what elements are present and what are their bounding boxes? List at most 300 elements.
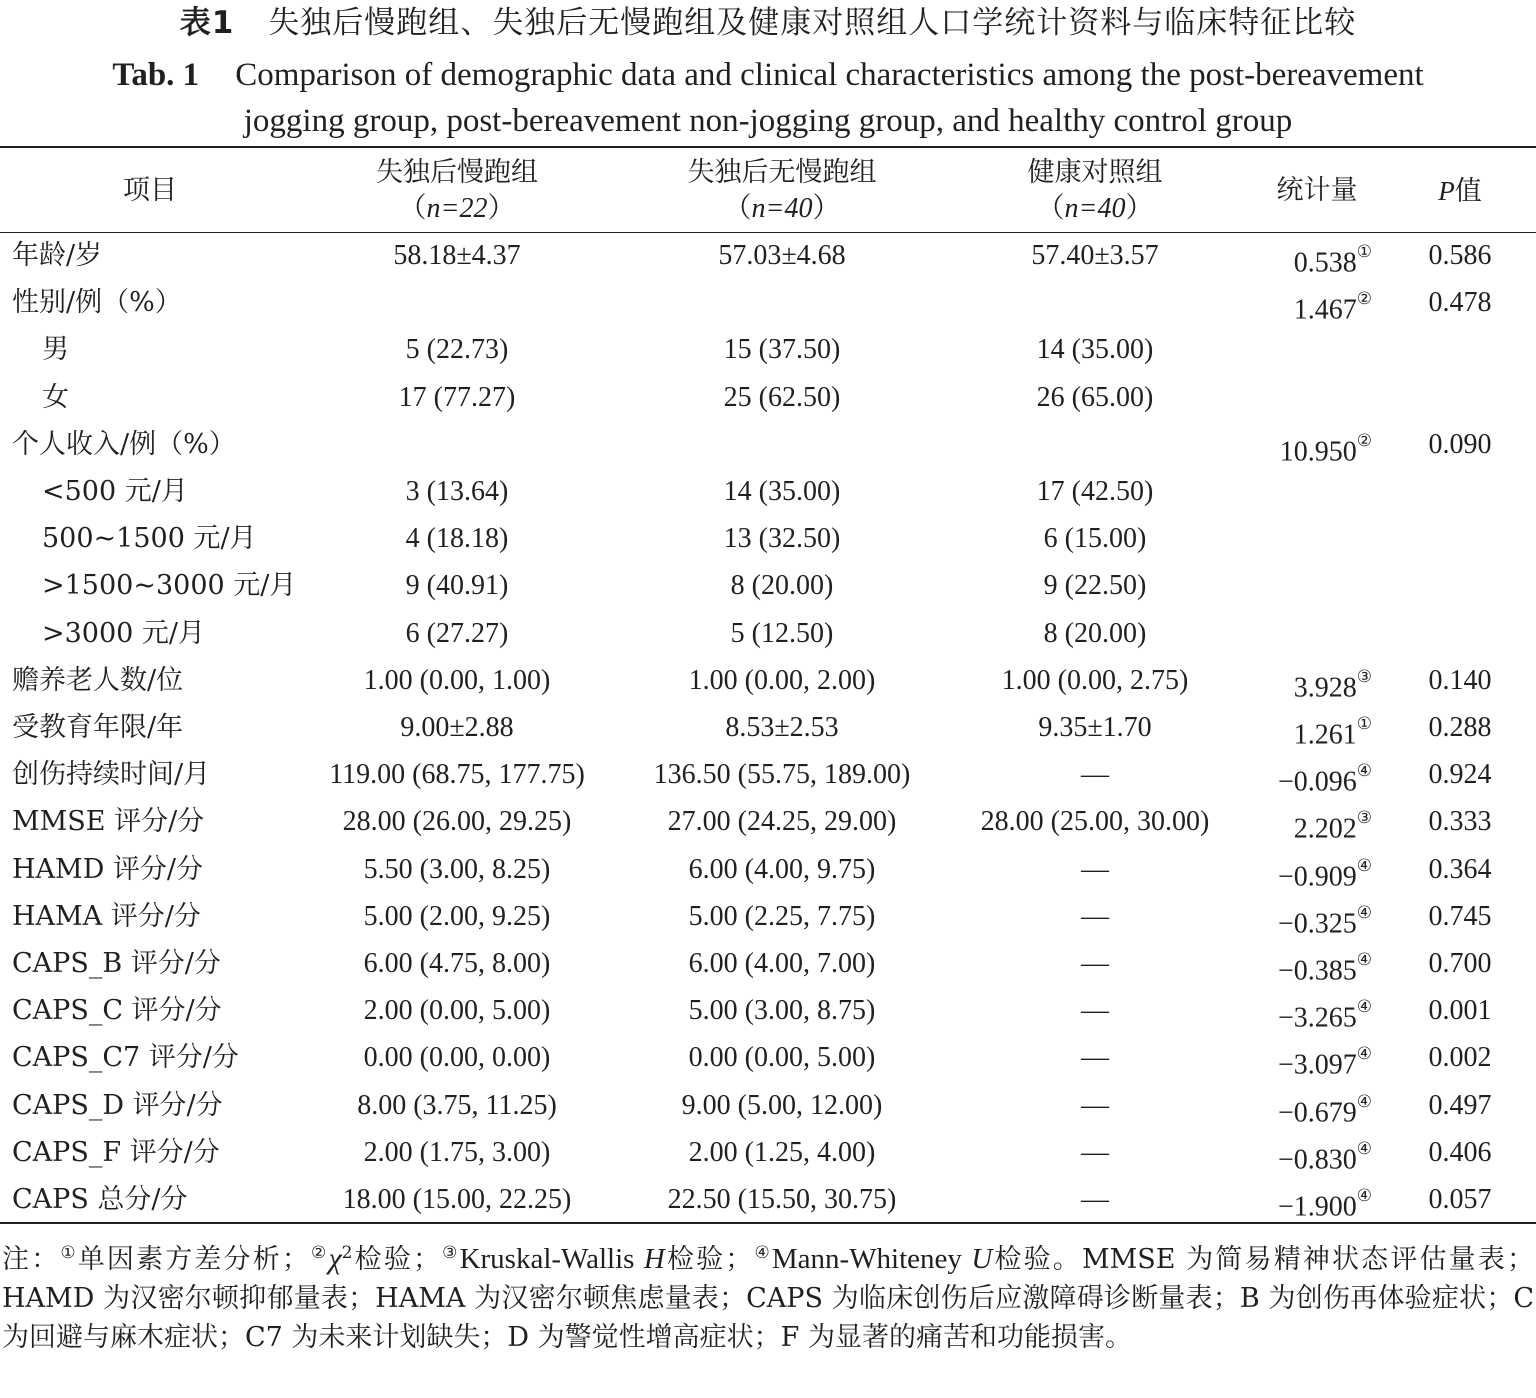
cell-non-jogging-group (625, 704, 939, 751)
cell-statistic-text: 1.261 (1293, 719, 1357, 751)
row-label (12, 1129, 220, 1176)
cell-p-value-text: 0.002 (1428, 1042, 1492, 1074)
note-kw: Kruskal-Wallis (459, 1243, 644, 1275)
cell-healthy-control (950, 468, 1240, 515)
cell-healthy-control-text: 1.00 (0.00, 2.75) (1001, 664, 1189, 696)
cell-statistic-text: −0.679 (1277, 1096, 1357, 1128)
row-label-text: 性别/例（%） (12, 287, 182, 319)
cell-p-value (1400, 893, 1520, 940)
cell-jogging-group (300, 1082, 614, 1129)
header-statistic (1250, 150, 1384, 232)
cell-healthy-control (950, 610, 1240, 657)
cell-jogging-group (300, 1129, 614, 1176)
row-label (42, 562, 296, 609)
statistic-test-mark: ③ (1356, 666, 1372, 686)
cell-non-jogging-group (625, 279, 939, 326)
cell-statistic (1240, 657, 1372, 704)
note-mark-4: ④ (752, 1243, 772, 1263)
cell-healthy-control-text: 6 (15.00) (1043, 523, 1147, 555)
cell-jogging-group (300, 1176, 614, 1223)
cell-p-value (1400, 468, 1520, 515)
cell-p-value-text: 0.140 (1428, 664, 1492, 696)
cell-p-value (1400, 704, 1520, 751)
cell-non-jogging-group-text: 6.00 (4.00, 7.00) (688, 948, 876, 979)
table-label-cn: 表1 (179, 5, 235, 41)
cell-jogging-group (300, 987, 614, 1034)
cell-healthy-control-text: — (1081, 1184, 1109, 1215)
table-title-en-line2: jogging group, post-bereavement non-jogging group, and healthy control group (243, 103, 1293, 139)
statistic-test-mark: ④ (1356, 1138, 1372, 1158)
cell-jogging-group (300, 893, 614, 940)
cell-non-jogging-group (625, 1176, 939, 1223)
statistic-test-mark: ① (1356, 714, 1372, 733)
table-row (0, 562, 1536, 609)
cell-p-value-text: 0.497 (1428, 1089, 1492, 1121)
cell-statistic-text: −1.900 (1277, 1191, 1357, 1223)
cell-jogging-group-text: 119.00 (68.75, 177.75) (329, 759, 585, 791)
note-abbreviations: 检验。MMSE 为简易精神状态评估量表；HAMD 为汉密尔顿抑郁量表；HAMA 为汉密尔顿焦虑量表；CAPS 为临床创伤后应激障碍诊断量表；B 为创伤再体验症状；C 为回避与麻木症状；C7 为未来计划缺失；D 为警觉性增高症状；F 为显著的痛苦和功能损害。 (2, 1244, 1535, 1353)
cell-jogging-group (300, 374, 614, 421)
cell-non-jogging-group-text: 136.50 (55.75, 189.00) (653, 759, 911, 791)
table-row (0, 421, 1536, 468)
cell-jogging-group-text: 8.00 (3.75, 11.25) (357, 1089, 557, 1121)
cell-healthy-control-text: — (1081, 948, 1109, 979)
header-group3-name: 健康对照组 (1027, 157, 1163, 188)
row-label (12, 232, 102, 279)
cell-non-jogging-group (625, 751, 939, 798)
cell-non-jogging-group (625, 232, 939, 279)
header-p-value-text (1438, 173, 1482, 210)
cell-statistic-text: 0.538 (1293, 247, 1357, 279)
cell-p-value (1400, 1034, 1520, 1081)
cell-non-jogging-group-text: 9.00 (5.00, 12.00) (681, 1089, 883, 1121)
cell-jogging-group-text: 0.00 (0.00, 0.00) (363, 1042, 551, 1074)
row-label-text: 个人收入/例（%） (12, 428, 236, 460)
cell-non-jogging-group-text: 5.00 (2.25, 7.75) (688, 900, 876, 932)
cell-p-value (1400, 515, 1520, 562)
cell-healthy-control-text: 28.00 (25.00, 30.00) (980, 806, 1210, 838)
table-title-cn-text: 失独后慢跑组、失独后无慢跑组及健康对照组人口学统计资料与临床特征比较 (268, 5, 1357, 41)
cell-statistic (1240, 279, 1372, 326)
cell-healthy-control (950, 846, 1240, 893)
cell-p-value (1400, 1082, 1520, 1129)
cell-statistic-text: −0.096 (1277, 766, 1357, 798)
row-label-text: <500 元/月 (42, 476, 188, 507)
cell-statistic (1240, 751, 1372, 798)
cell-statistic (1240, 1082, 1372, 1129)
table-title-en-line1-text: Comparison of demographic data and clinical characteristics among the post-bereavement (235, 57, 1424, 93)
table-row (0, 846, 1536, 893)
cell-statistic (1240, 374, 1372, 421)
cell-statistic (1240, 704, 1372, 751)
header-group1-n: （n=22） (398, 193, 516, 224)
cell-p-value-text: 0.057 (1428, 1184, 1492, 1215)
cell-statistic (1240, 326, 1372, 373)
cell-statistic (1240, 515, 1372, 562)
row-label (12, 1034, 239, 1081)
cell-jogging-group-text: 58.18±4.37 (393, 240, 521, 271)
row-label-text: CAPS 总分/分 (12, 1184, 188, 1215)
cell-jogging-group (300, 751, 614, 798)
cell-non-jogging-group (625, 657, 939, 704)
table-row (0, 704, 1536, 751)
cell-healthy-control (950, 751, 1240, 798)
cell-jogging-group-text: 5.00 (2.00, 9.25) (363, 900, 551, 932)
row-label (12, 798, 204, 845)
statistic-test-mark: ④ (1356, 761, 1372, 781)
table-row (0, 1176, 1536, 1223)
cell-non-jogging-group-text: 13 (32.50) (723, 523, 841, 555)
row-label (12, 940, 221, 987)
cell-healthy-control (950, 704, 1240, 751)
cell-healthy-control (950, 798, 1240, 845)
cell-p-value-text: 0.090 (1428, 428, 1492, 460)
row-label (42, 515, 257, 562)
cell-jogging-group (300, 562, 614, 609)
cell-jogging-group (300, 1034, 614, 1081)
note-prefix: 注： (2, 1244, 61, 1275)
cell-p-value (1400, 232, 1520, 279)
cell-statistic-text: −0.830 (1277, 1144, 1357, 1176)
cell-non-jogging-group (625, 374, 939, 421)
cell-statistic (1240, 1176, 1372, 1223)
cell-p-value-text: 0.364 (1428, 853, 1492, 885)
header-group3-n: （n=40） (1036, 193, 1154, 224)
cell-non-jogging-group (625, 940, 939, 987)
cell-jogging-group (300, 610, 614, 657)
table-row (0, 798, 1536, 845)
cell-p-value (1400, 846, 1520, 893)
statistic-test-mark: ① (1356, 242, 1372, 261)
header-group3-n-value: n=40 (1064, 193, 1126, 224)
cell-non-jogging-group-text: 15 (37.50) (723, 334, 841, 366)
note-h-symbol: H (643, 1243, 665, 1275)
cell-jogging-group-text: 5 (22.73) (405, 334, 509, 366)
cell-p-value (1400, 940, 1520, 987)
cell-healthy-control-text: — (1081, 900, 1109, 932)
table-title-cn (0, 4, 1536, 42)
row-label (12, 657, 183, 704)
table-row (0, 940, 1536, 987)
cell-healthy-control-text: — (1081, 853, 1109, 885)
note-mark-1: ① (60, 1243, 78, 1263)
header-group1-n-value: n=22 (426, 193, 488, 224)
row-label (12, 1082, 223, 1129)
cell-statistic (1240, 798, 1372, 845)
cell-statistic-text: −3.265 (1277, 1002, 1357, 1034)
cell-p-value-text: 0.001 (1428, 995, 1492, 1027)
statistic-test-mark: ④ (1356, 1044, 1372, 1064)
row-label-text: 赡养老人数/位 (12, 664, 184, 696)
header-group3 (950, 150, 1240, 232)
note-anova: 单因素方差分析； (77, 1244, 309, 1275)
cell-statistic (1240, 1034, 1372, 1081)
cell-statistic-text: −0.385 (1277, 955, 1357, 987)
cell-healthy-control-text: 8 (20.00) (1043, 617, 1147, 649)
cell-statistic (1240, 562, 1372, 609)
statistic-test-mark: ④ (1356, 997, 1372, 1017)
row-label (12, 1176, 188, 1223)
row-label-text: CAPS_C7 评分/分 (12, 1042, 239, 1074)
row-label (42, 374, 69, 421)
note-kw-test: 检验； (664, 1244, 753, 1275)
cell-p-value-text: 0.745 (1428, 900, 1492, 932)
cell-jogging-group (300, 846, 614, 893)
header-item (0, 150, 300, 232)
cell-statistic (1240, 610, 1372, 657)
table-row (0, 1129, 1536, 1176)
row-label (42, 610, 205, 657)
row-label-text: 女 (42, 381, 69, 413)
cell-p-value-text: 0.700 (1428, 948, 1492, 979)
cell-healthy-control (950, 279, 1240, 326)
cell-jogging-group-text: 17 (77.27) (398, 381, 516, 413)
table-title-en (0, 52, 1536, 144)
cell-healthy-control-text: 17 (42.50) (1036, 476, 1154, 507)
cell-p-value-text: 0.586 (1428, 240, 1492, 271)
statistic-test-mark: ④ (1356, 1091, 1372, 1111)
cell-healthy-control (950, 987, 1240, 1034)
table-row (0, 468, 1536, 515)
cell-jogging-group (300, 515, 614, 562)
cell-p-value (1400, 421, 1520, 468)
row-label (12, 421, 236, 468)
header-group2-n: （n=40） (723, 193, 841, 224)
cell-p-value (1400, 374, 1520, 421)
header-group2 (625, 150, 939, 232)
cell-healthy-control (950, 374, 1240, 421)
table-row (0, 1034, 1536, 1081)
statistic-test-mark: ④ (1356, 855, 1372, 875)
cell-healthy-control (950, 1082, 1240, 1129)
cell-p-value (1400, 279, 1520, 326)
cell-healthy-control-text: 57.40±3.57 (1031, 240, 1159, 271)
cell-healthy-control (950, 893, 1240, 940)
cell-healthy-control-text: — (1081, 1089, 1109, 1121)
cell-jogging-group-text: 3 (13.64) (405, 476, 509, 507)
table-row (0, 893, 1536, 940)
cell-healthy-control-text: 9.35±1.70 (1038, 712, 1152, 743)
cell-jogging-group-text: 9 (40.91) (405, 570, 509, 602)
cell-non-jogging-group (625, 515, 939, 562)
row-label-text: HAMA 评分/分 (12, 900, 201, 932)
row-label-text: CAPS_D 评分/分 (12, 1089, 223, 1121)
cell-healthy-control (950, 421, 1240, 468)
table-row (0, 1082, 1536, 1129)
cell-non-jogging-group-text: 6.00 (4.00, 9.75) (688, 853, 876, 885)
table-row (0, 326, 1536, 373)
cell-jogging-group (300, 279, 614, 326)
cell-non-jogging-group-text: 14 (35.00) (723, 476, 841, 507)
cell-non-jogging-group-text: 8.53±2.53 (725, 712, 839, 743)
cell-p-value (1400, 657, 1520, 704)
row-label-text: 创伤持续时间/月 (12, 759, 211, 791)
cell-statistic (1240, 940, 1372, 987)
cell-non-jogging-group-text: 27.00 (24.25, 29.00) (667, 806, 897, 838)
cell-p-value (1400, 562, 1520, 609)
table-row (0, 610, 1536, 657)
header-group1 (300, 150, 614, 232)
row-label (12, 704, 183, 751)
statistic-test-mark: ② (1356, 430, 1372, 450)
row-label-text: CAPS_C 评分/分 (12, 995, 222, 1027)
row-label (12, 279, 182, 326)
cell-non-jogging-group-text: 57.03±4.68 (718, 240, 846, 271)
cell-p-value (1400, 610, 1520, 657)
cell-jogging-group (300, 421, 614, 468)
table-row (0, 751, 1536, 798)
cell-non-jogging-group-text: 5 (12.50) (730, 617, 834, 649)
row-label-text: CAPS_F 评分/分 (12, 1136, 220, 1168)
row-label-text: 男 (42, 334, 69, 366)
note-mw: Mann-Whiteney (771, 1243, 972, 1275)
table-row (0, 657, 1536, 704)
cell-jogging-group-text: 6.00 (4.75, 8.00) (363, 948, 551, 979)
row-label-text: >1500~3000 元/月 (42, 570, 297, 602)
header-p-suffix: 值 (1454, 175, 1482, 207)
table-note (2, 1234, 1534, 1357)
cell-p-value-text: 0.478 (1428, 287, 1492, 319)
cell-p-value-text: 0.333 (1428, 806, 1492, 838)
header-p-letter: P (1438, 175, 1455, 206)
cell-healthy-control (950, 562, 1240, 609)
note-mark-2: ② (308, 1243, 329, 1263)
cell-statistic-text: −0.909 (1277, 860, 1357, 892)
statistic-test-mark: ③ (1356, 808, 1372, 828)
cell-jogging-group (300, 468, 614, 515)
cell-non-jogging-group-text: 22.50 (15.50, 30.75) (667, 1184, 897, 1215)
cell-non-jogging-group-text: 2.00 (1.25, 4.00) (688, 1136, 876, 1168)
statistic-test-mark: ④ (1356, 902, 1372, 922)
cell-healthy-control-text: — (1081, 995, 1109, 1027)
row-label-text: 年龄/岁 (12, 240, 103, 271)
header-statistic-text: 统计量 (1276, 175, 1358, 206)
header-group2-n-value: n=40 (751, 193, 813, 224)
cell-non-jogging-group (625, 987, 939, 1034)
cell-healthy-control (950, 515, 1240, 562)
cell-healthy-control-text: 26 (65.00) (1036, 381, 1154, 413)
cell-statistic-text: −0.325 (1277, 908, 1357, 940)
note-u-symbol: U (971, 1243, 993, 1275)
cell-non-jogging-group (625, 562, 939, 609)
cell-non-jogging-group (625, 326, 939, 373)
statistic-test-mark: ④ (1356, 950, 1372, 969)
cell-healthy-control-text: 9 (22.50) (1043, 570, 1147, 602)
note-chi-test: 检验； (352, 1244, 440, 1275)
cell-p-value (1400, 1176, 1520, 1223)
cell-non-jogging-group-text: 25 (62.50) (723, 381, 841, 413)
cell-statistic-text: 10.950 (1279, 436, 1357, 468)
cell-jogging-group-text: 6 (27.27) (405, 617, 509, 649)
cell-healthy-control-text: — (1081, 1136, 1109, 1168)
cell-jogging-group (300, 232, 614, 279)
table-row (0, 987, 1536, 1034)
cell-healthy-control (950, 232, 1240, 279)
cell-jogging-group-text: 2.00 (0.00, 5.00) (363, 995, 551, 1027)
cell-non-jogging-group-text: 0.00 (0.00, 5.00) (688, 1042, 876, 1074)
cell-statistic (1240, 893, 1372, 940)
row-label (42, 326, 69, 373)
cell-healthy-control-text: 14 (35.00) (1036, 334, 1154, 366)
cell-jogging-group-text: 9.00±2.88 (400, 712, 514, 743)
cell-p-value-text: 0.406 (1428, 1136, 1492, 1168)
table-row (0, 279, 1536, 326)
note-mark-3: ③ (440, 1243, 460, 1263)
cell-p-value (1400, 751, 1520, 798)
cell-non-jogging-group (625, 1129, 939, 1176)
cell-jogging-group (300, 940, 614, 987)
cell-jogging-group (300, 798, 614, 845)
bottom-rule (0, 1222, 1536, 1224)
table-row (0, 232, 1536, 279)
row-label-text: HAMD 评分/分 (12, 853, 204, 885)
cell-p-value-text: 0.924 (1428, 759, 1492, 791)
row-label-text: >3000 元/月 (42, 617, 206, 649)
cell-healthy-control-text: — (1081, 1042, 1109, 1074)
cell-non-jogging-group-text: 8 (20.00) (730, 570, 834, 602)
cell-healthy-control (950, 657, 1240, 704)
row-label-text: 500~1500 元/月 (42, 523, 257, 555)
cell-p-value (1400, 798, 1520, 845)
cell-non-jogging-group-text: 5.00 (3.00, 8.75) (688, 995, 876, 1027)
cell-non-jogging-group (625, 421, 939, 468)
statistic-test-mark: ④ (1356, 1186, 1372, 1205)
cell-healthy-control (950, 1034, 1240, 1081)
cell-jogging-group-text: 18.00 (15.00, 22.25) (342, 1184, 572, 1215)
cell-p-value (1400, 1129, 1520, 1176)
table-row (0, 374, 1536, 421)
cell-healthy-control (950, 940, 1240, 987)
cell-non-jogging-group (625, 1082, 939, 1129)
row-label (12, 751, 210, 798)
cell-statistic-text: 3.928 (1293, 672, 1357, 704)
cell-non-jogging-group (625, 846, 939, 893)
header-group1-name: 失独后慢跑组 (376, 157, 538, 188)
header-item-text: 项目 (123, 175, 177, 206)
cell-jogging-group (300, 704, 614, 751)
table-label-en: Tab. 1 (112, 57, 200, 93)
cell-statistic-text: 1.467 (1293, 294, 1357, 326)
cell-statistic (1240, 421, 1372, 468)
row-label-text: CAPS_B 评分/分 (12, 948, 221, 979)
cell-healthy-control-text: — (1081, 759, 1109, 791)
row-label (42, 468, 188, 515)
note-chi-symbol: χ (328, 1242, 342, 1275)
cell-non-jogging-group (625, 468, 939, 515)
cell-jogging-group-text: 28.00 (26.00, 29.25) (342, 806, 572, 838)
header-group2-name: 失独后无慢跑组 (687, 157, 877, 188)
cell-statistic (1240, 987, 1372, 1034)
cell-healthy-control (950, 1129, 1240, 1176)
table-row (0, 515, 1536, 562)
cell-non-jogging-group (625, 610, 939, 657)
header-p-value (1400, 150, 1520, 232)
row-label-text: 受教育年限/年 (12, 712, 184, 743)
cell-statistic-text: 2.202 (1293, 813, 1357, 845)
cell-non-jogging-group-text: 1.00 (0.00, 2.00) (688, 664, 876, 696)
cell-statistic (1240, 468, 1372, 515)
row-label-text: MMSE 评分/分 (12, 806, 205, 838)
cell-jogging-group (300, 326, 614, 373)
cell-p-value (1400, 326, 1520, 373)
cell-statistic (1240, 1129, 1372, 1176)
note-chi-exponent: 2 (341, 1243, 353, 1263)
cell-healthy-control (950, 326, 1240, 373)
cell-non-jogging-group (625, 893, 939, 940)
top-rule (0, 146, 1536, 148)
cell-non-jogging-group (625, 1034, 939, 1081)
cell-statistic (1240, 846, 1372, 893)
